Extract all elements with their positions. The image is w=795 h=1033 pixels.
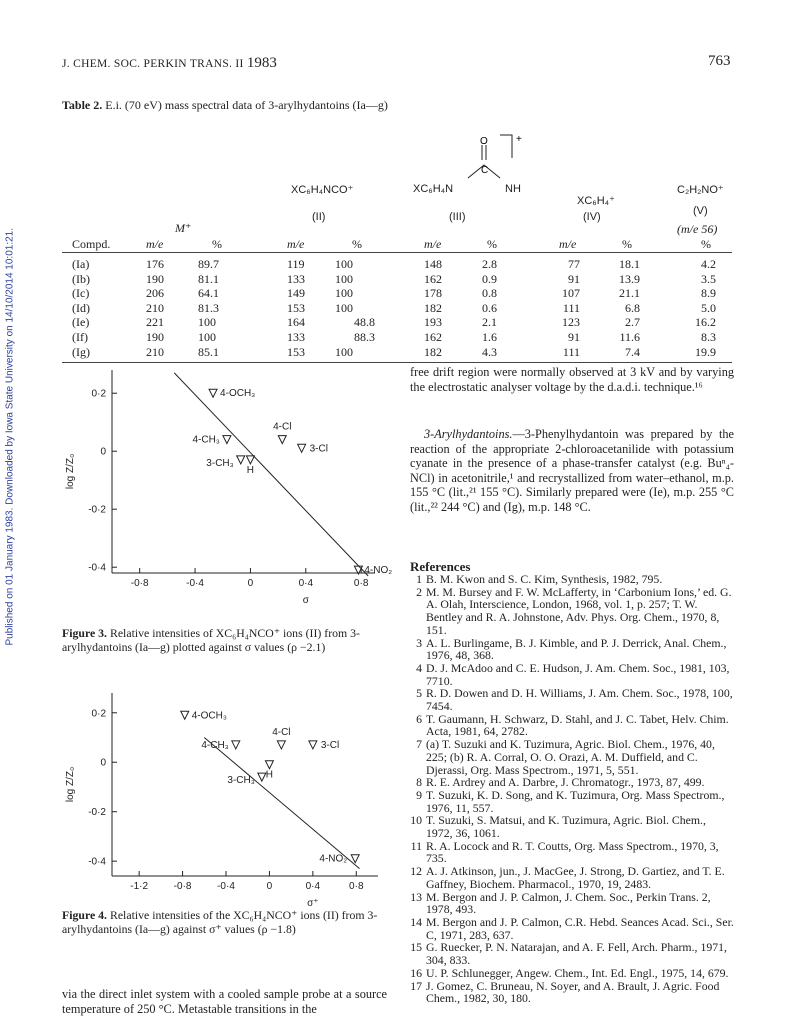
reference-number: 16 <box>410 965 422 980</box>
table-cell: 153 <box>287 344 305 359</box>
reference-number: 13 <box>410 889 422 904</box>
col-head-ii-pct: % <box>352 237 362 251</box>
table-cell: 206 <box>146 286 164 301</box>
data-point <box>309 741 317 749</box>
col-m-pct <box>198 257 219 359</box>
table-cell: (Ic) <box>72 286 90 301</box>
x-tick-label: -0·4 <box>217 881 235 892</box>
figure-4-chart <box>60 688 390 909</box>
reference-item <box>410 789 734 814</box>
table-head-v-mz: (m/e 56) <box>677 222 718 236</box>
reference-number: 6 <box>416 711 422 726</box>
col-ii-mz <box>287 257 305 359</box>
section-heading: 3-Arylhydantoins. <box>424 427 513 441</box>
data-point <box>237 456 245 464</box>
table-head-mplus: M⁺ <box>175 221 192 235</box>
reference-text: M. Bergon and J. P. Calmon, C.R. Hebd. Seances Acad. Sci., Ser. C, 1971, 283, 637. <box>426 914 734 942</box>
table-cell: (Ig) <box>72 344 90 359</box>
charge-plus: + <box>516 134 522 145</box>
reference-number: 17 <box>410 978 422 993</box>
table-cell: 0.8 <box>482 286 497 301</box>
table-head-ii-roman: (II) <box>312 211 326 223</box>
table-cell: 8.9 <box>701 286 716 301</box>
reference-item <box>410 738 734 776</box>
table-cell: 100 <box>335 286 353 301</box>
col-iv-pct <box>612 257 640 359</box>
y-axis-label: log Z/Z₀ <box>65 453 76 490</box>
col-ii-pct <box>335 257 375 359</box>
table-label: Table 2. <box>62 98 103 112</box>
reference-text: T. Suzuki, K. D. Song, and K. Tuzimura, Org. Mass Spectrom., 1976, 11, 557. <box>426 787 725 815</box>
col-head-v-pct: % <box>701 237 711 251</box>
body-text-left-bottom: via the direct inlet system with a cooled sample probe at a source temperature of 250 °C. Metastable transitions in the <box>62 987 387 1016</box>
col-compound <box>72 257 90 359</box>
table-cell: 0.6 <box>482 300 497 315</box>
table-cell: 100 <box>198 329 216 344</box>
table-cell: 119 <box>287 257 305 271</box>
reference-text: M. M. Bursey and F. W. McLafferty, in ‘Carbonium Ions,’ ed. G. A. Olah, Interscience, London, 1968, vol. 1, p. 257; T. W. Bentley and R. A. Johnstone, Adv. Phys. Org. Chem., 1970, 8, 151. <box>426 584 732 637</box>
download-watermark: Published on 01 January 1983. Downloaded by Iowa State University on 14/10/2014 10:01:21. <box>4 227 16 646</box>
reference-item <box>410 840 734 865</box>
table-caption <box>62 98 388 113</box>
table-cell: 81.1 <box>198 271 219 286</box>
table-cell: 1.6 <box>482 329 497 344</box>
data-point <box>232 741 240 749</box>
y-tick-label: -0·2 <box>88 807 106 819</box>
table-cell: (Id) <box>72 300 90 315</box>
data-point <box>265 761 273 769</box>
page-number: 763 <box>708 53 731 69</box>
reference-text: A. J. Atkinson, jun., J. MacGee, J. Strong, D. Gartiez, and T. E. Gaffney, Biochem. Pharmacol., 1970, 19, 2483. <box>426 864 725 891</box>
data-point <box>298 444 306 452</box>
col-v-pct <box>688 257 716 359</box>
x-tick-label: 0·8 <box>353 578 369 589</box>
table-cell: 18.1 <box>619 257 640 271</box>
table-cell: 193 <box>424 315 442 330</box>
table-head-ii-formula: XC₆H₄NCO⁺ <box>291 184 354 196</box>
y-tick-label: -0·4 <box>88 856 106 868</box>
reference-number: 9 <box>416 787 422 802</box>
table-cell: 190 <box>146 329 164 344</box>
data-point <box>277 741 285 749</box>
reference-item <box>410 586 734 637</box>
reference-number: 8 <box>416 775 422 790</box>
col-iv-mz <box>556 257 580 359</box>
reference-number: 7 <box>416 737 422 752</box>
col-iii-pct <box>482 257 497 359</box>
table-cell: 107 <box>562 286 580 301</box>
data-point-label: 3-CH₃ <box>227 775 255 787</box>
y-tick-label: 0·2 <box>91 708 106 720</box>
table-cell: (Ie) <box>72 315 90 330</box>
data-point-label: 3-Cl <box>320 739 340 751</box>
reference-item <box>410 891 734 916</box>
data-point-label: 4-Cl <box>272 726 291 738</box>
table-cell: 6.8 <box>625 300 640 315</box>
figure-3-caption-text: Relative intensities of XC₆H₄NCO⁺ ions (II) from 3-arylhydantoins (Ia—g) plotted against σ values (ρ −2.1) <box>62 626 360 654</box>
reference-item <box>410 814 734 839</box>
reference-text: A. L. Burlingame, B. J. Kimble, and P. J. Derrick, Anal. Chem., 1976, 48, 368. <box>426 635 727 663</box>
table-cell: 111 <box>562 344 580 359</box>
table-cell: 91 <box>568 329 580 344</box>
fit-line <box>174 373 368 576</box>
reference-text: J. Gomez, C. Bruneau, N. Soyer, and A. Brault, J. Agric. Food Chem., 1982, 30, 180. <box>426 978 720 1006</box>
carbonyl-bond <box>482 145 486 160</box>
x-axis-label: σ <box>302 595 309 606</box>
table-cell: 85.1 <box>198 344 219 359</box>
table-cell: 162 <box>424 271 442 286</box>
section-body: —3-Phenylhydantoin was prepared by the reaction of the appropriate 2-chloroacetanilide with potassium cyanate in the presence of a phase-transfer catalyst (e.g. Buⁿ₄-NCl) in acetonitrile,¹ and recrystallized from water–ethanol, m.p. 155 °C (lit.,²¹ 155 °C). Similarly prepared were (Ie), m.p. 255 °C (lit.,²² 244 °C) and (Ig), m.p. 148 °C. <box>410 427 734 514</box>
table-cell: 148 <box>424 257 442 271</box>
col-head-compd: Compd. <box>72 237 111 251</box>
table-cell: 100 <box>335 271 353 286</box>
carbonyl-o: O <box>480 136 488 147</box>
table-cell: 162 <box>424 329 442 344</box>
table-caption-text: E.i. (70 eV) mass spectral data of 3-arylhydantoins (Ia—g) <box>105 98 388 112</box>
table-cell: 4.2 <box>701 257 716 271</box>
reference-number: 1 <box>416 572 422 586</box>
table-cell: 176 <box>146 257 164 271</box>
body-text-right-top: free drift region were normally observed at 3 kV and by varying the electrostatic analyser voltage by the d.a.d.i. technique.¹⁶ <box>410 365 734 394</box>
table-head-v-roman: (V) <box>693 205 708 217</box>
table-cell: 21.1 <box>619 286 640 301</box>
x-tick-label: -0·8 <box>173 881 192 892</box>
running-header <box>62 55 277 72</box>
table-cell: 210 <box>146 344 164 359</box>
y-tick-label: 0·2 <box>91 388 106 400</box>
reference-text: R. A. Locock and R. T. Coutts, Org. Mass Spectrom., 1970, 3, 735. <box>426 838 719 866</box>
references-heading: References <box>410 559 471 574</box>
table-cell: 64.1 <box>198 286 219 301</box>
table-cell: 8.3 <box>701 329 716 344</box>
col-m-mz <box>146 257 164 359</box>
y-tick-label: -0·4 <box>88 562 106 574</box>
table-cell: 2.1 <box>482 315 497 330</box>
reference-item <box>410 941 734 966</box>
reference-text: G. Ruecker, P. N. Natarajan, and A. F. Fell, Arch. Pharm., 1971, 304, 833. <box>426 940 727 968</box>
table-cell: 0.9 <box>482 271 497 286</box>
reference-number: 2 <box>416 584 422 599</box>
x-tick-label: 0·4 <box>298 578 314 589</box>
y-tick-label: 0 <box>100 446 106 458</box>
table-cell: 221 <box>146 315 164 330</box>
table-head-iv-roman: (IV) <box>583 211 601 223</box>
table-cell: 100 <box>335 344 353 359</box>
data-point <box>246 456 254 464</box>
figure-4-label: Figure 4. <box>62 908 107 922</box>
table-cell: 7.4 <box>625 344 640 359</box>
x-tick-label: -0·8 <box>130 578 149 589</box>
table-cell: 182 <box>424 344 442 359</box>
table-head-iii-nh: NH <box>505 183 521 195</box>
reference-text: M. Bergon and J. P. Calmon, J. Chem. Soc., Perkin Trans. 2, 1978, 493. <box>426 889 711 917</box>
reference-item <box>410 980 734 1005</box>
table-cell: (Ia) <box>72 257 90 271</box>
reference-item <box>410 637 734 662</box>
table-cell: 100 <box>198 315 216 330</box>
table-cell: 11.6 <box>619 329 640 344</box>
y-tick-label: 0 <box>100 757 106 769</box>
data-point-label: 4-NO₂ <box>319 853 348 865</box>
data-point-label: H <box>246 464 255 476</box>
table-cell: 16.2 <box>695 315 716 330</box>
table-bottom-rule <box>62 362 732 363</box>
figure-3-label: Figure 3. <box>62 626 107 640</box>
col-head-ii-mz: m/e <box>287 237 305 251</box>
data-point <box>258 773 266 781</box>
journal-year: 1983 <box>246 55 277 71</box>
reference-number: 4 <box>416 660 422 675</box>
data-point-label: H <box>265 769 274 781</box>
reference-text: U. P. Schlunegger, Angew. Chem., Int. Ed. Engl., 1975, 14, 679. <box>426 965 729 980</box>
reference-number: 3 <box>416 635 422 650</box>
data-point <box>181 711 189 719</box>
table-head-iii-formula: XC₆H₄N <box>413 183 454 195</box>
col-head-m-mz: m/e <box>146 237 164 251</box>
table-cell: 3.5 <box>701 271 716 286</box>
table-cell: 133 <box>287 271 305 286</box>
x-tick-label: 0·8 <box>349 881 364 892</box>
fit-line <box>204 738 359 869</box>
y-axis-label: log Z/Z₀ <box>65 766 76 803</box>
table-cell: (Ib) <box>72 271 90 286</box>
figure-3-caption <box>62 626 387 654</box>
data-point-label: 4-CH₃ <box>201 739 229 751</box>
reference-item <box>410 687 734 712</box>
col-head-iii-mz: m/e <box>424 237 442 251</box>
table-cell: 48.8 <box>354 315 375 330</box>
reference-number: 12 <box>410 864 422 879</box>
x-axis-label: σ⁺ <box>307 898 319 909</box>
reference-item <box>410 713 734 738</box>
table-cell: 77 <box>568 257 580 271</box>
table-cell: 153 <box>287 300 305 315</box>
carbonyl-c: C <box>481 165 489 176</box>
table-head-v-formula: C₂H₂NO⁺ <box>677 184 724 196</box>
data-point-label: 4-CH₃ <box>192 434 220 446</box>
reference-item <box>410 865 734 890</box>
figure-4-caption-text: Relative intensities of the XC₆H₄NCO⁺ ions (II) from 3-arylhydantoins (Ia—g) against σ⁺ values (ρ −1.8) <box>62 908 378 936</box>
data-point-label: 4-Cl <box>273 421 292 433</box>
reference-number: 15 <box>410 940 422 955</box>
table-cell: 100 <box>335 257 353 271</box>
reference-item <box>410 916 734 941</box>
table-cell: 164 <box>287 315 305 330</box>
table-cell: 111 <box>562 300 580 315</box>
reference-number: 11 <box>410 838 422 853</box>
x-tick-label: 0 <box>266 881 273 892</box>
x-tick-label: 0·4 <box>305 881 321 892</box>
col-iii-mz <box>424 257 442 359</box>
table-cell: 100 <box>335 300 353 315</box>
references-list <box>410 573 734 1005</box>
reference-text: R. D. Dowen and D. H. Williams, J. Am. Chem. Soc., 1978, 100, 7454. <box>426 686 733 714</box>
table-cell: 182 <box>424 300 442 315</box>
figure-4-caption <box>62 908 387 936</box>
table-head-rule <box>62 252 732 253</box>
table-head-iii-roman: (III) <box>449 211 466 223</box>
table-cell: 190 <box>146 271 164 286</box>
col-head-iv-pct: % <box>622 237 632 251</box>
table-cell: (If) <box>72 329 88 344</box>
table-cell: 123 <box>562 315 580 330</box>
x-tick-label: -1·2 <box>130 881 149 892</box>
table-head-iv-formula: XC₆H₄⁺ <box>577 195 615 207</box>
table-cell: 5.0 <box>701 300 716 315</box>
section-paragraph <box>410 427 734 515</box>
table-cell: 89.7 <box>198 257 219 271</box>
data-point-label: 4-OCH₃ <box>191 710 227 722</box>
reference-item <box>410 662 734 687</box>
x-tick-label: -0·4 <box>186 578 204 589</box>
data-point-label: 4-NO₂ <box>364 565 393 577</box>
data-point <box>223 436 231 444</box>
col-head-m-pct: % <box>212 237 222 251</box>
reference-number: 14 <box>410 914 422 929</box>
reference-text: R. E. Ardrey and A. Darbre, J. Chromatogr., 1973, 87, 499. <box>426 775 705 790</box>
figure-3-chart <box>60 365 393 620</box>
y-tick-label: -0·2 <box>88 504 106 516</box>
reference-text: D. J. McAdoo and C. E. Hudson, J. Am. Chem. Soc., 1981, 103, 7710. <box>426 660 730 688</box>
table-cell: 81.3 <box>198 300 219 315</box>
data-point-label: 3-Cl <box>309 443 328 455</box>
table-cell: 133 <box>287 329 305 344</box>
table-cell: 2.7 <box>625 315 640 330</box>
table-cell: 4.3 <box>482 344 497 359</box>
data-point-label: 4-OCH₃ <box>220 388 256 400</box>
table-cell: 178 <box>424 286 442 301</box>
col-head-iv-mz: m/e <box>559 237 577 251</box>
data-point <box>209 389 217 397</box>
table-cell: 2.8 <box>482 257 497 271</box>
reference-text: B. M. Kwon and S. C. Kim, Synthesis, 1982, 795. <box>426 572 663 586</box>
x-tick-label: 0 <box>247 578 254 589</box>
table-cell: 91 <box>568 271 580 286</box>
table-cell: 210 <box>146 300 164 315</box>
reference-text: T. Gaumann, H. Schwarz, D. Stahl, and J. C. Tabet, Helv. Chim. Acta, 1981, 64, 2782. <box>426 711 729 739</box>
reference-number: 5 <box>416 686 422 701</box>
reference-text: T. Suzuki, S. Matsui, and K. Tuzimura, Agric. Biol. Chem., 1972, 36, 1061. <box>426 813 706 841</box>
table-cell: 19.9 <box>695 344 716 359</box>
table-cell: 149 <box>287 286 305 301</box>
data-point-label: 3-CH₃ <box>206 457 234 469</box>
reference-text: (a) T. Suzuki and K. Tuzimura, Agric. Biol. Chem., 1976, 40, 225; (b) R. A. Corral, O. O. Orazi, A. M. Duffield, and C. Djerassi, Org. Mass Spectrom., 1971, 5, 551. <box>426 737 715 777</box>
table-cell: 13.9 <box>619 271 640 286</box>
reference-number: 10 <box>410 813 422 828</box>
col-head-iii-pct: % <box>487 237 497 251</box>
radical-cation-bracket <box>500 135 512 158</box>
table-cell: 88.3 <box>354 329 375 344</box>
data-point <box>351 855 359 863</box>
journal-name: J. CHEM. SOC. PERKIN TRANS. II <box>62 58 244 70</box>
data-point <box>278 436 286 444</box>
